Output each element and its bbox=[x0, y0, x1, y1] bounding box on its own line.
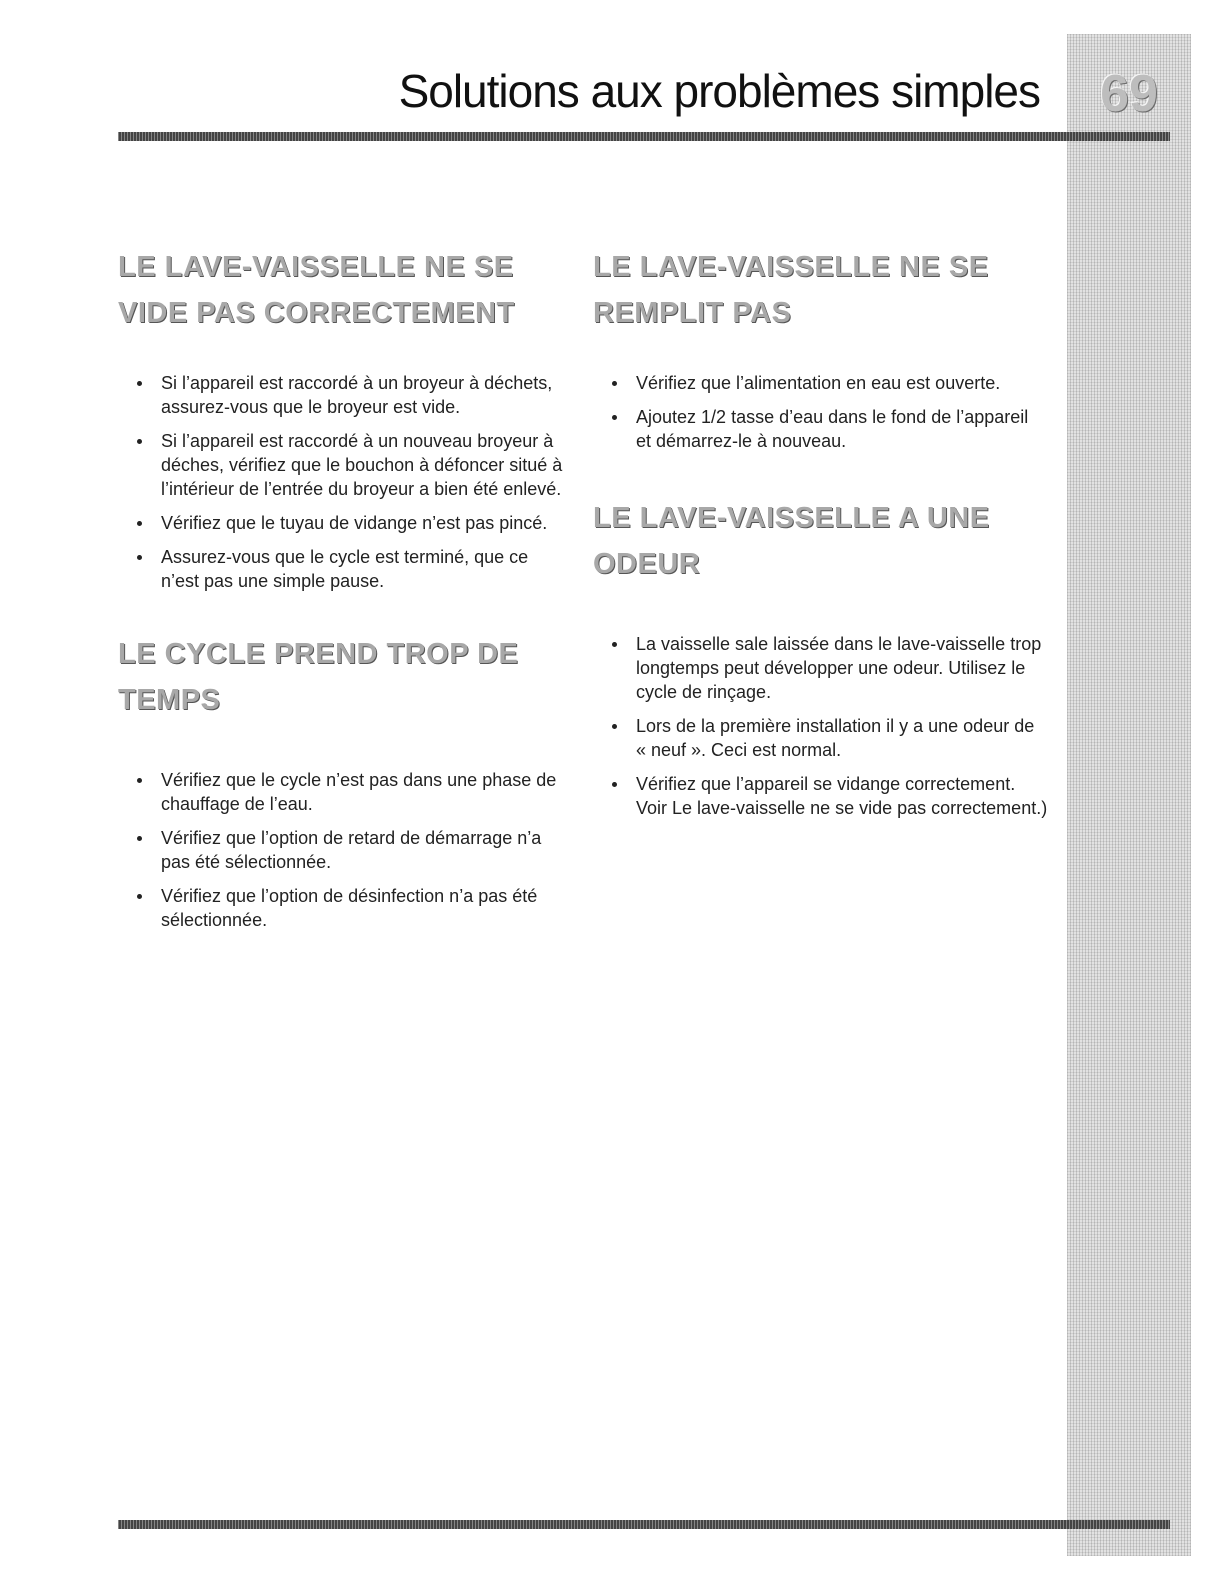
list-item bbox=[118, 429, 568, 501]
bullet-icon bbox=[612, 415, 617, 420]
list-item-text: Lors de la première installation il y a une odeur de « neuf ». Ceci est normal. bbox=[636, 716, 1035, 760]
heading-line: LE LAVE-VAISSELLE A UNE bbox=[593, 502, 990, 534]
heading-line: ODEUR bbox=[593, 548, 701, 580]
bullet-icon bbox=[612, 642, 617, 647]
side-tab-band bbox=[1067, 34, 1191, 1556]
bullet-list bbox=[118, 371, 568, 593]
bottom-divider bbox=[118, 1520, 1170, 1529]
list-item bbox=[593, 772, 1048, 820]
section-cycle-too-long bbox=[118, 631, 568, 932]
left-column bbox=[118, 244, 568, 942]
list-item bbox=[118, 826, 568, 874]
section-heading bbox=[593, 244, 1048, 336]
list-item bbox=[118, 371, 568, 419]
section-no-fill bbox=[593, 244, 1048, 453]
bullet-icon bbox=[137, 894, 142, 899]
list-item-text: Vérifiez que l’appareil se vidange correctement. Voir Le lave-vaisselle ne se vide pas correctement.) bbox=[636, 774, 1048, 818]
list-item-text: Vérifiez que l’option de désinfection n’a pas été sélectionnée. bbox=[161, 886, 538, 930]
bullet-icon bbox=[137, 439, 142, 444]
list-item-text: Assurez-vous que le cycle est terminé, que ce n’est pas une simple pause. bbox=[161, 547, 529, 591]
bullet-icon bbox=[612, 381, 617, 386]
heading-line: REMPLIT PAS bbox=[593, 297, 792, 329]
heading-line: LE LAVE-VAISSELLE NE SE bbox=[118, 251, 514, 283]
section-heading bbox=[118, 244, 568, 336]
list-item-text: Vérifiez que le cycle n’est pas dans une phase de chauffage de l’eau. bbox=[161, 770, 557, 814]
heading-line: TEMPS bbox=[118, 684, 221, 716]
list-item bbox=[593, 632, 1048, 704]
top-divider bbox=[118, 132, 1170, 141]
list-item-text: Si l’appareil est raccordé à un nouveau broyeur à déches, vérifiez que le bouchon à défoncer situé à l’intérieur de l’entrée du broyeur a bien été enlevé. bbox=[161, 431, 563, 499]
bullet-list bbox=[593, 632, 1048, 820]
heading-line: LE CYCLE PREND TROP DE bbox=[118, 638, 519, 670]
list-item bbox=[118, 768, 568, 816]
section-drain-problem bbox=[118, 244, 568, 593]
list-item-text: La vaisselle sale laissée dans le lave-vaisselle trop longtemps peut développer une odeur. Utilisez le cycle de rinçage. bbox=[636, 634, 1042, 702]
bullet-icon bbox=[612, 782, 617, 787]
list-item bbox=[118, 884, 568, 932]
list-item bbox=[593, 371, 1048, 395]
list-item-text: Si l’appareil est raccordé à un broyeur à déchets, assurez-vous que le broyeur est vide. bbox=[161, 373, 553, 417]
list-item bbox=[118, 545, 568, 593]
right-column bbox=[593, 244, 1048, 830]
list-item bbox=[118, 511, 568, 535]
bullet-icon bbox=[137, 521, 142, 526]
section-heading bbox=[118, 631, 568, 723]
list-item-text: Vérifiez que l’alimentation en eau est ouverte. bbox=[636, 373, 1001, 393]
page-title: Solutions aux problèmes simples bbox=[398, 65, 1040, 117]
bullet-icon bbox=[612, 724, 617, 729]
list-item bbox=[593, 714, 1048, 762]
heading-line: VIDE PAS CORRECTEMENT bbox=[118, 297, 515, 329]
bullet-icon bbox=[137, 381, 142, 386]
bullet-list bbox=[593, 371, 1048, 453]
list-item-text: Ajoutez 1/2 tasse d’eau dans le fond de l’appareil et démarrez-le à nouveau. bbox=[636, 407, 1029, 451]
bullet-icon bbox=[137, 555, 142, 560]
list-item-text: Vérifiez que le tuyau de vidange n’est pas pincé. bbox=[161, 513, 548, 533]
section-heading bbox=[593, 495, 1048, 587]
bullet-icon bbox=[137, 836, 142, 841]
list-item-text: Vérifiez que l’option de retard de démarrage n’a pas été sélectionnée. bbox=[161, 828, 542, 872]
section-odor bbox=[593, 495, 1048, 820]
heading-line: LE LAVE-VAISSELLE NE SE bbox=[593, 251, 989, 283]
page-number: 69 bbox=[1100, 65, 1158, 123]
bullet-list bbox=[118, 768, 568, 932]
bullet-icon bbox=[137, 778, 142, 783]
list-item bbox=[593, 405, 1048, 453]
